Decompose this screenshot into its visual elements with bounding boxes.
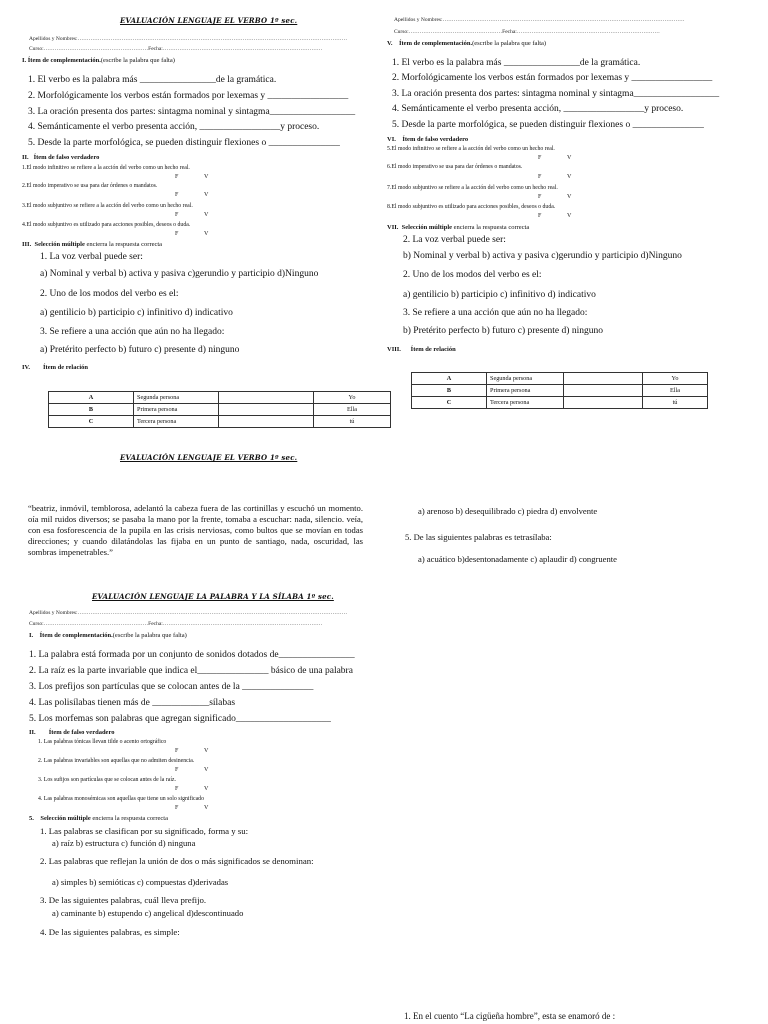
exam2-fv-7: 7.El modo subjuntivo se refiere a la acción del verbo como un hecho real. — [387, 185, 558, 191]
exam3-section-5-heading: 5. Selección múltiple encierra la respuesta correcta — [29, 815, 168, 822]
exam3-comp-4: 4. Las polisílabas tienen más de ____________sílabas — [29, 698, 236, 708]
exam2-mc-1-options[interactable]: b) Nominal y verbal b) activa y pasiva c)gerundio y participio d)Ninguno — [403, 251, 682, 261]
exam1-fv-1-v[interactable]: V — [204, 174, 209, 180]
exam1-comp-2: 2. Morfológicamente los verbos están formados por lexemas y _________________ — [28, 91, 349, 101]
exam2-fv-8: 8.El modo subjuntivo es utilizado para acciones posibles, deseos o duda. — [387, 204, 556, 210]
exam3-mc-3-question: 3. De las siguientes palabras, cuál lleva prefijo. — [40, 895, 207, 905]
exam2-comp-5: 5. Desde la parte morfológica, se pueden distinguir flexiones o _______________ — [392, 120, 704, 130]
exam1-mc-1-options[interactable]: a) Nominal y verbal b) activa y pasiva c)gerundio y participio d)Ninguno — [40, 269, 319, 279]
exam1-fv-3-v[interactable]: V — [204, 212, 209, 218]
relation-row-b: B Primera persona Ella — [412, 385, 708, 397]
exam1-mc-3-options[interactable]: a) Pretérito perfecto b) futuro c) presente d) ninguno — [40, 345, 240, 355]
exam1-section-2-heading: II. Ítem de falso verdadero — [22, 154, 100, 161]
exam1-comp-5: 5. Desde la parte morfológica, se pueden distinguir flexiones o _______________ — [28, 138, 340, 148]
exam2-comp-3: 3. La oración presenta dos partes: sintagma nominal y sintagma__________________ — [392, 89, 720, 99]
exam2-comp-2: 2. Morfológicamente los verbos están formados por lexemas y _________________ — [392, 73, 713, 83]
exam3-comp-1: 1. La palabra está formada por un conjunto de sonidos dotados de________________ — [29, 650, 355, 660]
exam3-fv-2: 2. Las palabras invariables son aquellas que no admiten desinencia. — [38, 758, 195, 764]
exam3-section-2-heading: II. Ítem de falso verdadero — [29, 729, 115, 736]
exam2-fv-7-v[interactable]: V — [567, 194, 572, 200]
exam1-fv-1-f[interactable]: F — [175, 174, 179, 180]
exam1-fv-4-f[interactable]: F — [175, 231, 179, 237]
bottom-question-1: 1. En el cuento “La cigüeña hombre”, esta se enamoró de : — [404, 1011, 616, 1021]
exam3-mc-3-options[interactable]: a) caminante b) estupendo c) angelical d)descontinuado — [52, 908, 244, 918]
exam1-relation-table — [48, 391, 391, 428]
exam1-comp-4: 4. Semánticamente el verbo presenta acción, _________________y proceso. — [28, 122, 320, 132]
exam2-relation-table — [411, 372, 708, 409]
exam2-mc-2-question: 2. Uno de los modos del verbo es el: — [403, 270, 542, 280]
exam3-comp-2: 2. La raíz es la parte invariable que indica el_______________ básico de una palabra — [29, 666, 353, 676]
exam1-comp-3: 3. La oración presenta dos partes: sintagma nominal y sintagma__________________ — [28, 107, 356, 117]
exam2-section-6-heading: VI. Ítem de falso verdadero — [387, 136, 469, 143]
exam2-fv-7-f[interactable]: F — [538, 194, 542, 200]
exam2-mc-3-options[interactable]: b) Pretérito perfecto b) futuro c) presente d) ninguno — [403, 326, 603, 336]
relation-row-c: C Tercera persona tú — [49, 416, 391, 428]
exam3-fv-2-v[interactable]: V — [204, 767, 209, 773]
exam1-section-1-heading: I. Ítem de complementación.(escribe la palabra que falta) — [22, 57, 175, 64]
exam3-fv-4-f[interactable]: F — [175, 805, 179, 811]
exam1-section-4-heading: IV. Ítem de relación — [22, 364, 89, 371]
relation-row-a: A Segunda persona Yo — [49, 392, 391, 404]
exam2-section-5-heading: V. Ítem de complementación.(escribe la palabra que falta) — [387, 40, 547, 47]
exam1-mc-3-question: 3. Se refiere a una acción que aún no ha llegado: — [40, 327, 225, 337]
relation-row-b: B Primera persona Ella — [49, 404, 391, 416]
exam2-fv-5-v[interactable]: V — [567, 155, 572, 161]
exam3-fv-1-v[interactable]: V — [204, 748, 209, 754]
exam2-fv-6-f[interactable]: F — [538, 174, 542, 180]
exam1-fv-2: 2.El modo imperativo se usa para dar órdenes o mandatos. — [22, 183, 158, 189]
exam3-fv-1: 1. Las palabras tónicas llevan tilde o acento ortográfico — [38, 739, 167, 745]
exam3-fv-4: 4. Las palabras monosémicas son aquellas que tiene un solo significado — [38, 796, 204, 802]
exam2-mc-1-question: 2. La voz verbal puede ser: — [403, 235, 506, 245]
exam3-mc-1-question: 1. Las palabras se clasifican por su significado, forma y su: — [40, 826, 249, 836]
exam3-course-field[interactable]: Curso:…………………………………………………Fecha:…………………………………………………………………………… — [29, 621, 323, 627]
exam3-name-field[interactable]: Apellidos y Nombres:………………………………………………………………………………………………………………………………… — [29, 610, 348, 616]
middle-title: EVALUACIÓN LENGUAJE EL VERBO 1º sec. — [120, 453, 298, 462]
exam1-fv-3: 3.El modo subjuntivo se refiere a la acción del verbo como un hecho real. — [22, 203, 193, 209]
exam3-section-1-heading: I. Ítem de complementación.(escribe la palabra que falta) — [29, 632, 187, 639]
exam1-mc-2-question: 2. Uno de los modos del verbo es el: — [40, 289, 179, 299]
exam1-title: EVALUACIÓN LENGUAJE EL VERBO 1º sec. — [120, 16, 298, 25]
exam2-mc-2-options[interactable]: a) gentilicio b) participio c) infinitivo d) indicativo — [403, 290, 596, 300]
exam2-name-field[interactable]: Apellidos y Nombres:…………………………………………………………………………………………………………………… — [394, 17, 685, 23]
exam2-section-8-heading: VIII. Ítem de relación — [387, 346, 456, 353]
exam3-mc-2-question: 2. Las palabras que reflejan la unión de dos o más significados se denominan: — [40, 856, 314, 866]
exam1-name-field[interactable]: Apellidos y Nombres:………………………………………………………………………………………………………………………………… — [29, 36, 348, 42]
exam1-fv-4: 4.El modo subjuntivo es utilizado para acciones posibles, deseos o duda. — [22, 222, 191, 228]
exam3-fv-1-f[interactable]: F — [175, 748, 179, 754]
middle-question-5: 5. De las siguientes palabras es tetrasílaba: — [405, 532, 552, 542]
exam3-mc-4-question: 4. De las siguientes palabras, es simple: — [40, 927, 180, 937]
exam2-section-7-heading: VII. Selección múltiple encierra la respuesta correcta — [387, 224, 530, 231]
relation-row-c: C Tercera persona tú — [412, 397, 708, 409]
exam2-fv-6-v[interactable]: V — [567, 174, 572, 180]
exam3-fv-3: 3. Los sufijos son partículas que se colocan antes de la raíz. — [38, 777, 176, 783]
exam1-fv-4-v[interactable]: V — [204, 231, 209, 237]
exam3-title: EVALUACIÓN LENGUAJE LA PALABRA Y LA SÍLABA 1º sec. — [92, 592, 334, 601]
exam2-fv-8-f[interactable]: F — [538, 213, 542, 219]
exam1-mc-1-question: 1. La voz verbal puede ser: — [40, 252, 143, 262]
exam1-course-field[interactable]: Curso:…………………………………………………Fecha:…………………………………………………………………………… — [29, 46, 323, 52]
reading-paragraph: “beatriz, inmóvil, temblorosa, adelantó la cabeza fuera de las cortinillas y escuchó un momento. oía mil ruidos diversos; se pasaba la mano por la frente, tomaba a escuchar: nada, silencio. veía, con esa fosforescencia de la pupila en las crisis nerviosas, como bultos que se movían en todas direcciones; y cuando dilatándolas las fijaba en un punto de santiago, nada, oscuridad, las sombras impenetrables.” — [28, 503, 363, 557]
exam2-course-field[interactable]: Curso:……………………………………………Fecha:…………………………………………………………………… — [394, 29, 660, 35]
middle-options-row-1[interactable]: a) arenoso b) desequilibrado c) piedra d) envolvente — [418, 506, 598, 516]
exam3-fv-2-f[interactable]: F — [175, 767, 179, 773]
middle-options-row-5[interactable]: a) acuático b)desentonadamente c) aplaudir d) congruente — [418, 554, 617, 564]
exam1-comp-1: 1. El verbo es la palabra más ________________de la gramática. — [28, 75, 277, 85]
exam1-fv-3-f[interactable]: F — [175, 212, 179, 218]
exam1-fv-2-v[interactable]: V — [204, 192, 209, 198]
exam1-mc-2-options[interactable]: a) gentilicio b) participio c) infinitivo d) indicativo — [40, 308, 233, 318]
exam2-comp-1: 1. El verbo es la palabra más ________________de la gramática. — [392, 58, 641, 68]
exam2-mc-3-question: 3. Se refiere a una acción que aún no ha llegado: — [403, 308, 588, 318]
exam1-fv-2-f[interactable]: F — [175, 192, 179, 198]
exam3-mc-1-options[interactable]: a) raíz b) estructura c) función d) ninguna — [52, 838, 196, 848]
exam3-fv-3-v[interactable]: V — [204, 786, 209, 792]
exam1-section-3-heading: III. Selección múltiple encierra la respuesta correcta — [22, 241, 163, 248]
exam3-fv-3-f[interactable]: F — [175, 786, 179, 792]
exam1-fv-1: 1.El modo infinitivo se refiere a la acción del verbo como un hecho real. — [22, 165, 190, 171]
exam3-mc-2-options[interactable]: a) simples b) semióticas c) compuestas d)derivadas — [52, 877, 229, 887]
exam3-fv-4-v[interactable]: V — [204, 805, 209, 811]
exam3-comp-3: 3. Los prefijos son partículas que se colocan antes de la _______________ — [29, 682, 314, 692]
exam3-comp-5: 5. Los morfemas son palabras que agregan significado____________________ — [29, 714, 331, 724]
exam2-fv-6: 6.El modo imperativo se usa para dar órdenes o mandatos. — [387, 164, 523, 170]
exam2-fv-8-v[interactable]: V — [567, 213, 572, 219]
exam2-comp-4: 4. Semánticamente el verbo presenta acción, _________________y proceso. — [392, 104, 684, 114]
exam2-fv-5: 5.El modo infinitivo se refiere a la acción del verbo como un hecho real. — [387, 146, 555, 152]
exam2-fv-5-f[interactable]: F — [538, 155, 542, 161]
relation-row-a: A Segunda persona Yo — [412, 373, 708, 385]
